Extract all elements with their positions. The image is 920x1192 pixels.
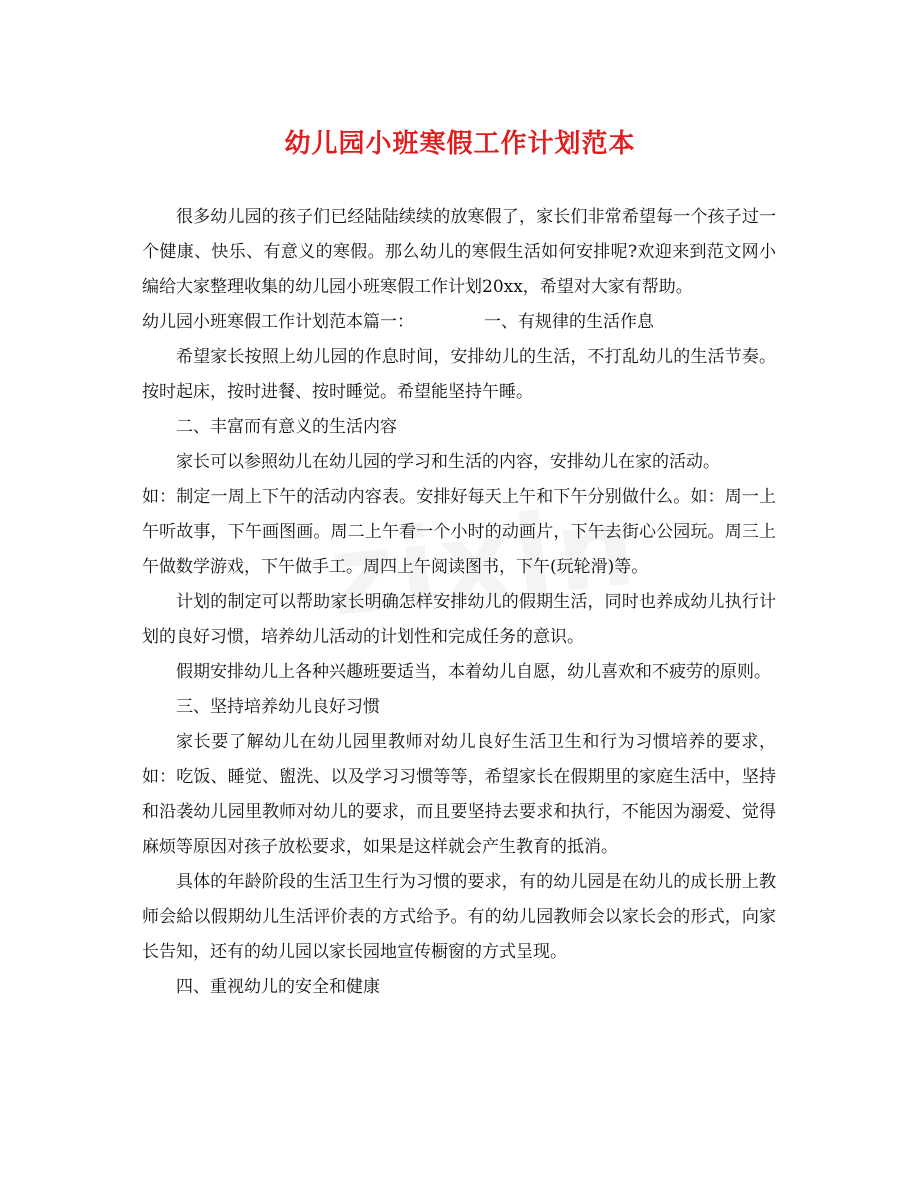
- paragraph-4: 计划的制定可以帮助家长明确怎样安排幼儿的假期生活，同时也养成幼儿执行计划的良好习惯，培养幼儿活动的计划性和完成任务的意识。: [142, 592, 776, 647]
- paragraph-6: 家长要了解幼儿在幼儿园里教师对幼儿良好生活卫生和行为习惯培养的要求，如：吃饭、睡觉、盥洗、以及学习习惯等等，希望家长在假期里的家庭生活中，坚持和沿袭幼儿园里教师对幼儿的要求，而且要坚持去要求和执行，不能因为溺爱、觉得麻烦等原因对孩子放松要求，如果是这样就会产生教育的抵消。: [142, 732, 776, 857]
- paragraph-3: 如：制定一周上下午的活动内容表。安排好每天上午和下午分别做什么。如：周一上午听故事，下午画图画。周二上午看一个小时的动画片，下午去街心公园玩。周三上午做数学游戏，下午做手工。周四上午阅读图书，下午(玩轮滑)等。: [142, 487, 776, 577]
- paragraph-1: 希望家长按照上幼儿园的作息时间，安排幼儿的生活，不打乱幼儿的生活节奏。按时起床，按时进餐、按时睡觉。希望能坚持午睡。: [142, 347, 776, 402]
- paragraph-5: 假期安排幼儿上各种兴趣班要适当，本着幼儿自愿，幼儿喜欢和不疲劳的原则。: [176, 662, 771, 682]
- section-4-heading: 四、重视幼儿的安全和健康: [176, 977, 380, 997]
- article-label: 幼儿园小班寒假工作计划范本篇一：: [142, 312, 414, 332]
- document-body: [142, 200, 776, 1005]
- paragraph-2: 家长可以参照幼儿在幼儿园的学习和生活的内容，安排幼儿在家的活动。: [176, 452, 720, 472]
- section-2-heading: 二、丰富而有意义的生活内容: [176, 417, 397, 437]
- section-3-heading: 三、坚持培养幼儿良好习惯: [176, 697, 380, 717]
- intro-paragraph: 很多幼儿园的孩子们已经陆陆续续的放寒假了，家长们非常希望每一个孩子过一个健康、快乐、有意义的寒假。那么幼儿的寒假生活如何安排呢?欢迎来到范文网小编给大家整理收集的幼儿园小班寒假工作计划20xx，希望对大家有帮助。: [142, 207, 776, 297]
- section-1-heading: 一、有规律的生活作息: [484, 312, 654, 332]
- document-title: 幼儿园小班寒假工作计划范本: [284, 129, 636, 159]
- article-label-line: [142, 305, 776, 340]
- paragraph-7: 具体的年龄阶段的生活卫生行为习惯的要求，有的幼儿园是在幼儿的成长册上教师会給以假期幼儿生活评价表的方式给予。有的幼儿园教师会以家长会的形式，向家长告知，还有的幼儿园以家长园地宣传橱窗的方式呈现。: [142, 872, 776, 962]
